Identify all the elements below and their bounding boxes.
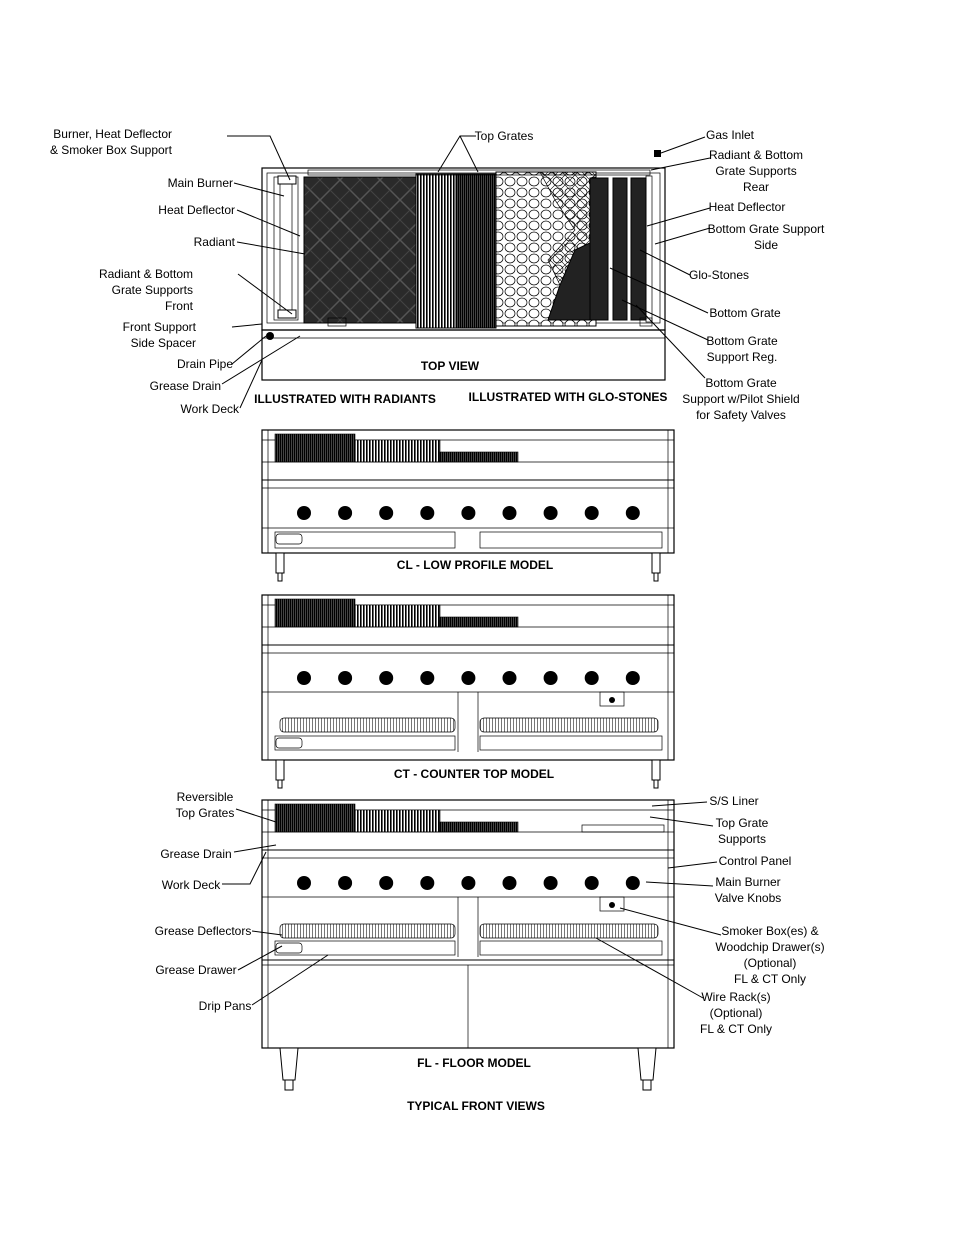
top-view-left-label-6: Drain Pipe [176,357,233,371]
top-view [262,150,665,380]
valve-knob-1 [297,671,311,685]
top-view-left-label-8: Work Deck [180,402,239,416]
valve-knob-5 [461,876,475,890]
fl-left-label-2: Work Deck [161,878,221,892]
valve-knob-3 [379,506,393,520]
fl-left-label-4: Grease Drawer [155,963,237,977]
fl-right-label-3: Main Burner Valve Knobs [714,875,782,905]
bottom-grate-2 [613,178,627,320]
top-view-left-label-2: Heat Deflector [158,203,235,217]
fl-left-label-5: Drip Pans [198,999,252,1013]
top-view-right-label-3: Bottom Grate Support Side [707,222,825,252]
valve-knob-8 [585,506,599,520]
valve-knob-3 [379,671,393,685]
ct-model-title: CT - COUNTER TOP MODEL [393,767,555,781]
top-view-left-label-0: Burner, Heat Deflector & Smoker Box Support [49,127,172,157]
fl-floor-model [262,800,674,1090]
fl-left-label-0: Reversible Top Grates [175,790,235,820]
valve-knob-7 [544,876,558,890]
valve-knob-7 [544,506,558,520]
top-view-right-label-4: Glo-Stones [688,268,750,282]
valve-knob-9 [626,506,640,520]
valve-knob-4 [420,506,434,520]
cl-low-profile-model [262,430,674,581]
top-grate-dark [456,174,496,328]
valve-knob-8 [585,876,599,890]
drain-pipe-dot [266,332,274,340]
valve-knob-7 [544,671,558,685]
top-grate-light [416,174,456,328]
fl-leaders [222,802,721,1005]
top-view-right-label-2: Heat Deflector [708,200,786,214]
top-view-title: TOP VIEW [420,359,480,373]
valve-knob-4 [420,671,434,685]
top-view-right-labels [682,128,825,422]
front-views-title: TYPICAL FRONT VIEWS [407,1099,545,1113]
top-grates-label: Top Grates [474,129,534,143]
fl-model-title: FL - FLOOR MODEL [417,1056,531,1070]
valve-knob-6 [503,876,517,890]
bottom-grate-3 [631,178,646,320]
fl-knob-row [297,876,640,890]
radiants-caption: ILLUSTRATED WITH RADIANTS [254,392,436,406]
bottom-grate-1 [590,178,608,320]
top-view-left-label-3: Radiant [193,235,235,249]
valve-knob-1 [297,506,311,520]
fl-right-labels [700,794,825,1036]
gas-inlet-fitting [654,150,661,157]
cl-model-title: CL - LOW PROFILE MODEL [396,558,554,572]
valve-knob-6 [503,506,517,520]
valve-knob-2 [338,671,352,685]
glo-stones-caption: ILLUSTRATED WITH GLO-STONES [468,390,668,404]
ct-knob-row [297,671,640,685]
fl-right-label-0: S/S Liner [709,794,759,808]
valve-knob-2 [338,876,352,890]
valve-knob-5 [461,671,475,685]
top-view-left-label-5: Front Support Side Spacer [122,320,196,350]
valve-knob-2 [338,506,352,520]
radiant-panel [304,177,416,323]
fl-left-label-1: Grease Drain [160,847,232,861]
top-view-right-label-7: Bottom Grate Support w/Pilot Shield for Safety Valves [682,376,800,422]
valve-knob-8 [585,671,599,685]
top-view-right-label-6: Bottom Grate Support Reg. [706,334,778,364]
fl-left-label-3: Grease Deflectors [154,924,252,938]
top-view-right-label-1: Radiant & Bottom Grate Supports Rear [708,148,804,194]
top-view-left-label-1: Main Burner [167,176,233,190]
valve-knob-4 [420,876,434,890]
valve-knob-9 [626,876,640,890]
valve-knob-1 [297,876,311,890]
fl-left-labels [155,790,252,1013]
top-view-right-label-5: Bottom Grate [709,306,781,320]
top-view-left-labels [50,127,240,416]
fl-right-label-4: Smoker Box(es) & Woodchip Drawer(s) (Optional) FL & CT Only [715,924,825,986]
cl-knob-row [297,506,640,520]
fl-right-label-2: Control Panel [718,854,792,868]
fl-right-label-1: Top Grate Supports [715,816,769,846]
fl-right-label-5: Wire Rack(s) (Optional) FL & CT Only [699,990,773,1036]
valve-knob-3 [379,876,393,890]
valve-knob-5 [461,506,475,520]
top-view-left-label-7: Grease Drain [149,379,221,393]
valve-knob-6 [503,671,517,685]
top-view-right-label-0: Gas Inlet [705,128,755,142]
valve-knob-9 [626,671,640,685]
top-view-left-label-4: Radiant & Bottom Grate Supports Front [98,267,193,313]
ct-counter-top-model [262,595,674,788]
